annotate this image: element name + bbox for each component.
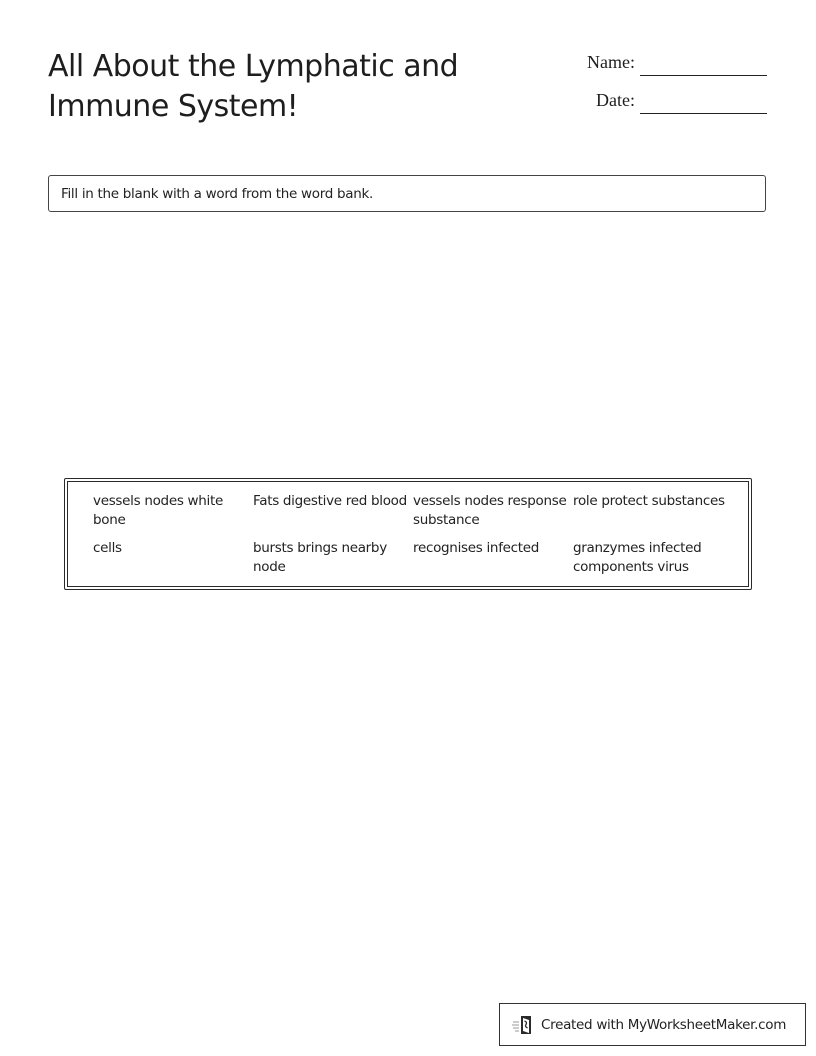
student-info (570, 50, 770, 126)
word-bank-entry: Fats digestive red blood (253, 493, 407, 509)
word-bank-entry: granzymes infected components virus (573, 540, 702, 575)
date-blank-line[interactable] (640, 113, 767, 114)
worksheet-maker-logo-icon (512, 1013, 536, 1037)
date-label: Date: (596, 90, 635, 110)
worksheet-title: All About the Lymphatic and Immune System! (48, 49, 459, 124)
instructions-text: Fill in the blank with a word from the word bank. (61, 186, 374, 202)
word-bank-entry: role protect substances (573, 493, 725, 509)
word-bank-entry: bursts brings nearby node (253, 540, 387, 575)
word-bank-entry: vessels nodes white bone (93, 493, 224, 528)
name-field-row (570, 50, 770, 88)
word-bank-grid (93, 492, 748, 577)
instructions-box (48, 175, 766, 212)
footer-credit-text[interactable]: Created with MyWorksheetMaker.com (541, 1016, 787, 1033)
word-bank-entry: cells (93, 540, 122, 556)
name-label: Name: (587, 52, 635, 72)
word-bank-entry: recognises infected (413, 540, 540, 556)
word-bank (64, 478, 752, 590)
footer-badge[interactable] (499, 1003, 806, 1046)
date-field-row (570, 88, 770, 126)
name-blank-line[interactable] (640, 75, 767, 76)
word-bank-entry: vessels nodes response substance (413, 493, 567, 528)
